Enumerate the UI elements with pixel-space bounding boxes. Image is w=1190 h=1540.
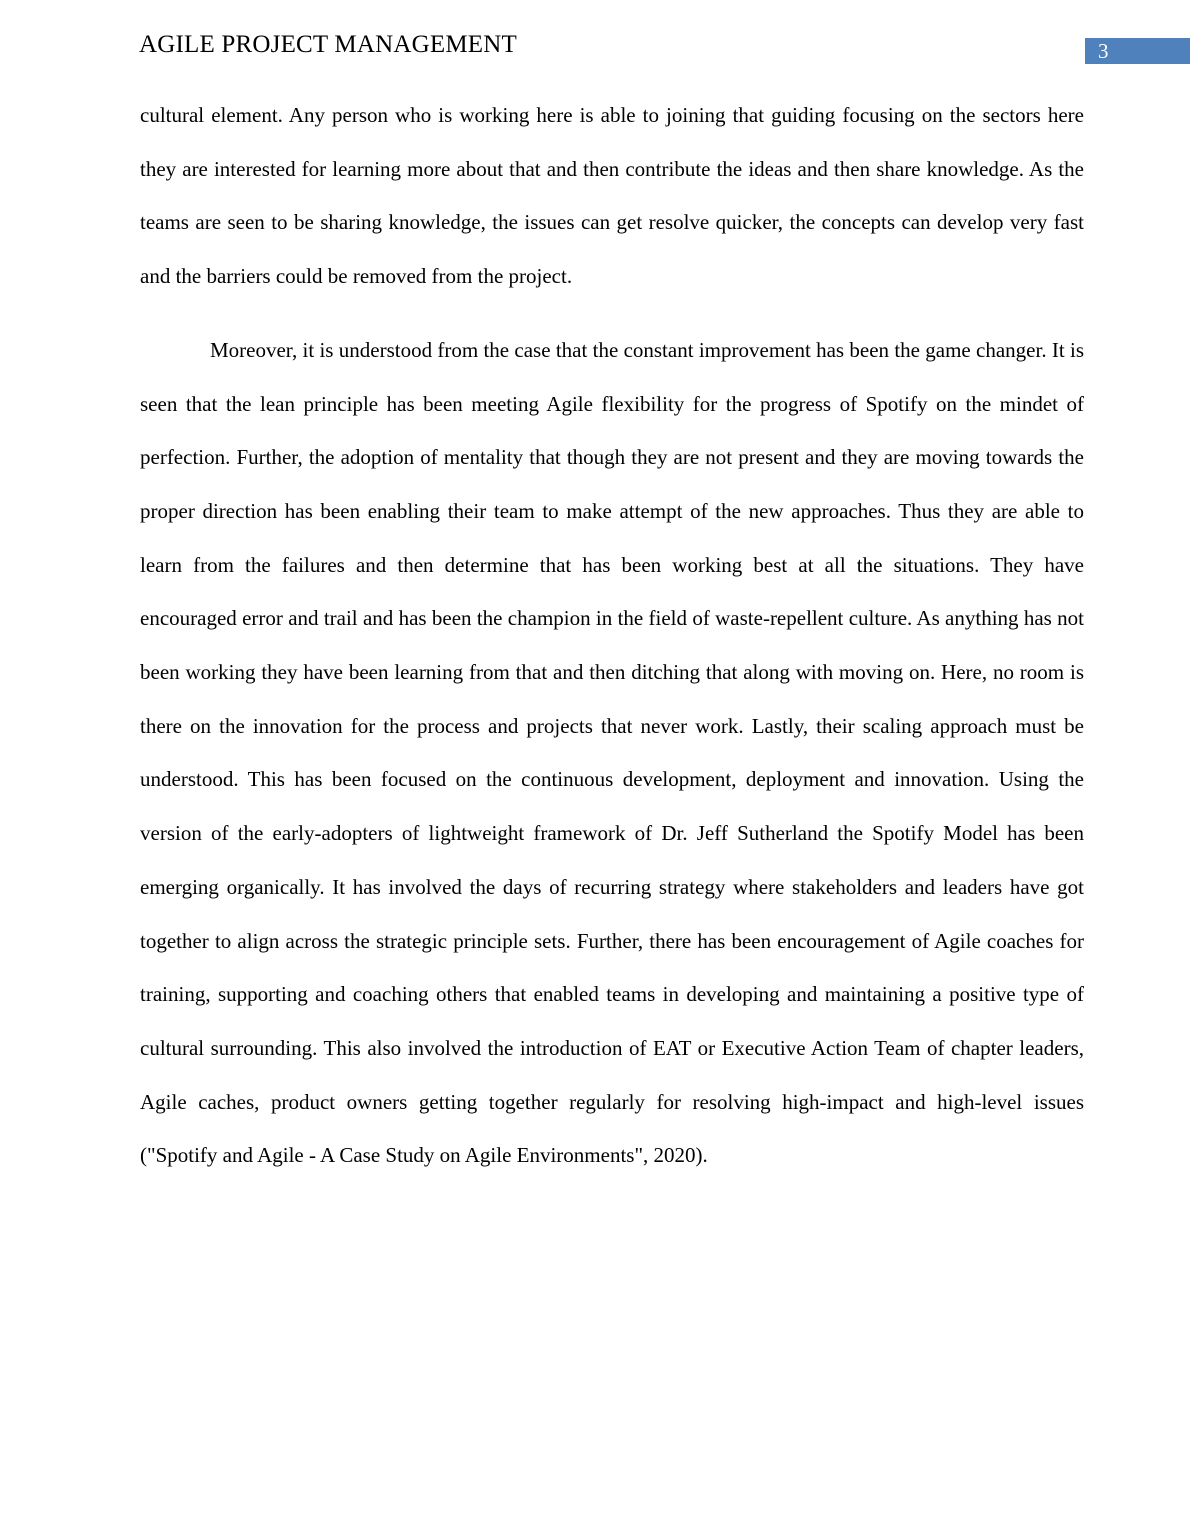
page-number: 3 [1085,38,1190,64]
paragraph-continuous-improvement: Moreover, it is understood from the case that the constant improvement has been the game changer. It is seen that the lean principle has been meeting Agile flexibility for the progress of Spotify on the mindet of perfection. Further, the adoption of mentality that though they are not present and they are moving towards the proper direction has been enabling their team to make attempt of the new approaches. Thus they are able to learn from the failures and then determine that has been working best at all the situations. They have encouraged error and trail and has been the champion in the field of waste-repellent culture. As anything has not been working they have been learning from that and then ditching that along with moving on. Here, no room is there on the innovation for the process and projects that never work. Lastly, their scaling approach must be understood. This has been focused on the continuous development, deployment and innovation. Using the version of the early-adopters of lightweight framework of Dr. Jeff Sutherland the Spotify Model has been emerging organically. It has involved the days of recurring strategy where stakeholders and leaders have got together to align across the strategic principle sets. Further, there has been encouragement of Agile coaches for training, supporting and coaching others that enabled teams in developing and maintaining a positive type of cultural surrounding. This also involved the introduction of EAT or Executive Action Team of chapter leaders, Agile caches, product owners getting together regularly for resolving high-impact and high-level issues ("Spotify and Agile - A Case Study on Agile Environments", 2020). [140,337,1084,1168]
paragraph-continuation: cultural element. Any person who is working here is able to joining that guiding focusing on the sectors here they are interested for learning more about that and then contribute the ideas and then share knowledge. As the teams are seen to be sharing knowledge, the issues can get resolve quicker, the concepts can develop very fast and the barriers could be removed from the project. [140,103,1084,289]
body-text [140,89,1084,1183]
running-head: AGILE PROJECT MANAGEMENT [139,31,517,58]
